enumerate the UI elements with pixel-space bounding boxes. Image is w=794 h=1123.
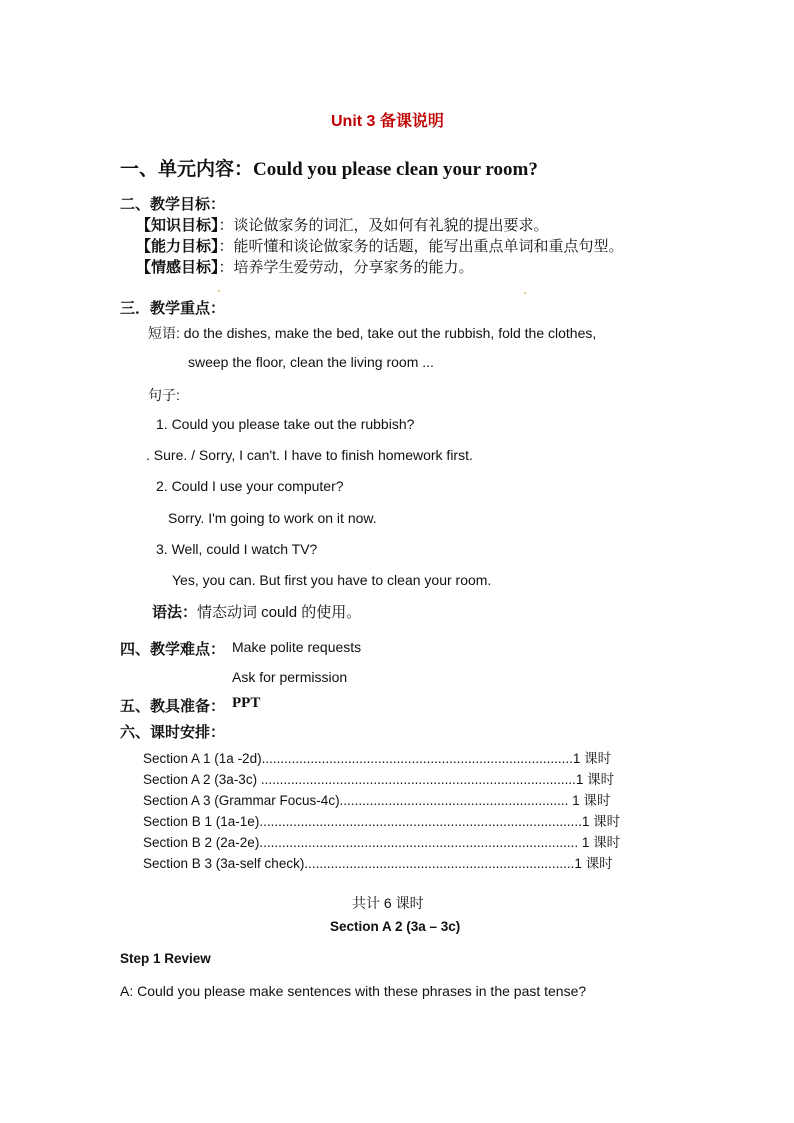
schedule-row: Section A 1 (1a -2d)...................................................................................1 课时 — [143, 751, 612, 766]
sentence-line: 1. Could you please take out the rubbish? — [156, 416, 415, 432]
goal-label: 【能力目标】 — [136, 238, 219, 255]
unit-content-heading: 一、单元内容：Could you please clean your room? — [120, 159, 538, 180]
speck — [218, 290, 220, 292]
schedule-row: Section B 3 (3a-self check)........................................................................1 课时 — [143, 856, 613, 871]
step-heading: Step 1 Review — [120, 951, 211, 966]
schedule-heading: 六、课时安排： — [120, 724, 226, 741]
sentence-line: 3. Well, could I watch TV? — [156, 541, 318, 557]
sentences-label: 句子: — [148, 387, 180, 403]
review-question: A: Could you please make sentences with these phrases in the past tense? — [120, 983, 587, 999]
grammar-line — [152, 601, 361, 622]
goal-ability — [136, 235, 624, 256]
schedule-row: Section B 1 (1a-1e)......................................................................................1 课时 — [143, 814, 621, 829]
lesson-title: Section A 2 (3a – 3c) — [330, 919, 461, 934]
schedule-row: Section A 2 (3a-3c) ....................................................................................1 课时 — [143, 772, 615, 787]
schedule-row: Section B 2 (2a-2e)..................................................................................... 1 课时 — [143, 835, 621, 850]
speck — [524, 292, 526, 294]
sentence-line: 2. Could I use your computer? — [156, 478, 344, 494]
grammar-text: 情态动词 could 的使用。 — [197, 604, 362, 621]
goal-knowledge — [136, 214, 549, 235]
tools-heading: 五、教具准备： — [120, 698, 226, 715]
grammar-label: 语法： — [152, 604, 198, 621]
difficulties-heading: 四、教学难点： — [120, 641, 226, 658]
goal-label: 【情感目标】 — [136, 259, 219, 276]
teaching-goals-heading: 二、教学目标： — [120, 196, 226, 213]
schedule-total: 共计 6 课时 — [352, 895, 424, 911]
difficulty-line: Make polite requests — [232, 639, 362, 655]
goal-text: ：培养学生爱劳动，分享家务的能力。 — [218, 259, 474, 276]
sentence-line: Yes, you can. But first you have to clean your room. — [172, 572, 492, 588]
phrases-line: 短语: do the dishes, make the bed, take out the rubbish, fold the clothes, — [148, 325, 597, 341]
sentence-line: Sorry. I'm going to work on it now. — [168, 510, 377, 526]
goal-text: ：谈论做家务的词汇，及如何有礼貌的提出要求。 — [218, 217, 549, 234]
page-title: Unit 3 备课说明 — [331, 113, 444, 130]
goal-text: ：能听懂和谈论做家务的话题，能写出重点单词和重点句型。 — [218, 238, 624, 255]
difficulty-line: Ask for permission — [232, 669, 348, 685]
phrases-line: sweep the floor, clean the living room ... — [188, 354, 434, 370]
goal-emotion — [136, 256, 474, 277]
key-points-heading: 三．教学重点： — [120, 300, 226, 317]
goal-label: 【知识目标】 — [136, 217, 219, 234]
schedule-row: Section A 3 (Grammar Focus-4c)............................................................. 1 课时 — [143, 793, 611, 808]
tools-text: PPT — [232, 695, 261, 711]
sentence-line: . Sure. / Sorry, I can't. I have to finish homework first. — [146, 447, 473, 463]
